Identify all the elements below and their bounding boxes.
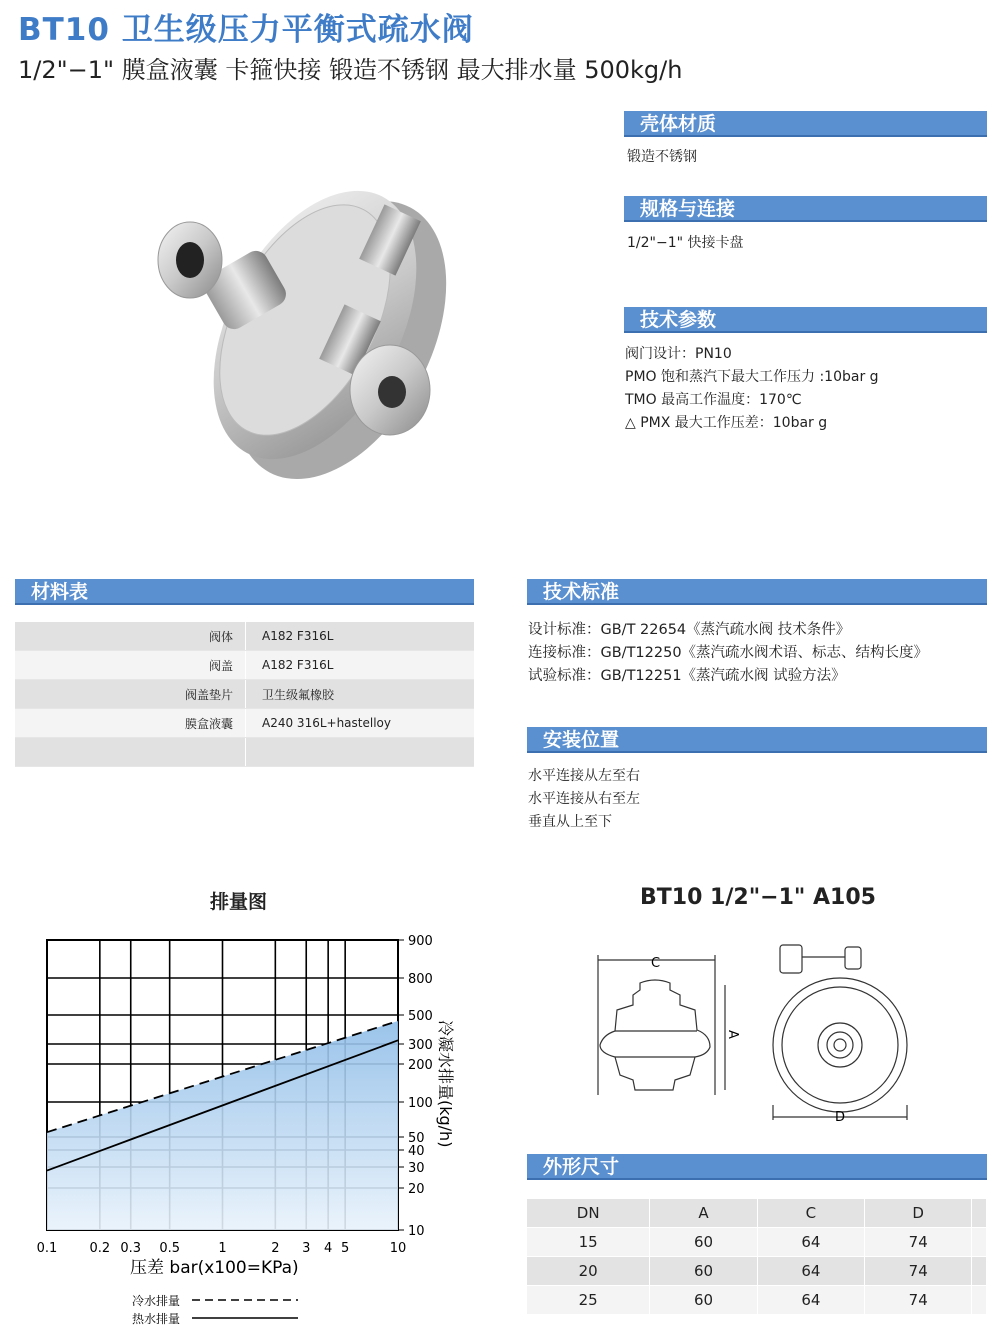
install-line: 水平连接从右至左 [528, 791, 640, 807]
table-row [527, 1286, 987, 1315]
x-tick-label: 4 [324, 1241, 333, 1256]
section-heading-body-material: 壳体材质 [624, 111, 987, 137]
size-connection-text: 1/2"−1" 快接卡盘 [627, 235, 744, 251]
section-heading-tech-params: 技术参数 [624, 307, 987, 333]
table-cell: 20 [527, 1257, 650, 1286]
tech-params-list [625, 343, 879, 435]
install-line: 水平连接从左至右 [528, 768, 640, 784]
tech-param-line: △ PMX 最大工作压差：10bar g [625, 415, 828, 431]
table-cell: 60 [650, 1228, 757, 1257]
table-cell: 74 [865, 1286, 972, 1315]
empty-cell [972, 1228, 987, 1257]
section-heading-materials: 材料表 [15, 579, 474, 605]
dimensions-table [527, 1199, 987, 1315]
dim-label-d: D [835, 1110, 846, 1125]
column-header: C [757, 1199, 864, 1228]
table-row [15, 622, 474, 651]
standard-line: 连接标准：GB/T12250《蒸汽疏水阀术语、标志、结构长度》 [528, 645, 929, 661]
section-heading-standards: 技术标准 [527, 579, 987, 605]
table-row [15, 709, 474, 738]
part-cell: 膜盒液囊 [15, 709, 246, 738]
x-tick-label: 0.3 [120, 1241, 142, 1256]
y-tick-label: 500 [408, 1009, 433, 1024]
part-cell: 阀盖 [15, 651, 246, 680]
column-header: DN [527, 1199, 650, 1228]
drawing-title: BT10 1/2"−1" A105 [640, 885, 876, 910]
table-row [15, 680, 474, 709]
section-heading-dimensions: 外形尺寸 [527, 1154, 987, 1180]
table-cell: 74 [865, 1257, 972, 1286]
standard-line: 试验标准：GB/T12251《蒸汽疏水阀 试验方法》 [528, 668, 846, 684]
y-tick-label: 100 [408, 1096, 433, 1111]
tech-param-line: 阀门设计：PN10 [625, 346, 732, 362]
table-row [15, 738, 474, 767]
y-tick-label: 30 [408, 1161, 425, 1176]
tech-param-line: PMO 饱和蒸汽下最大工作压力 :10bar g [625, 369, 879, 385]
part-cell: 阀体 [15, 622, 246, 651]
table-cell: 64 [757, 1228, 864, 1257]
y-tick-label: 800 [408, 972, 433, 987]
x-tick-label: 0.1 [36, 1241, 58, 1256]
standards-list [528, 619, 928, 688]
table-row [527, 1228, 987, 1257]
y-tick-label: 40 [408, 1144, 425, 1159]
install-line: 垂直从上至下 [528, 814, 612, 830]
dim-label-c: C [651, 956, 661, 971]
table-cell: 25 [527, 1286, 650, 1315]
x-tick-label: 10 [389, 1241, 407, 1256]
y-tick-label: 200 [408, 1058, 433, 1073]
y-axis-label: 冷凝水排量(kg/h) [436, 1020, 455, 1148]
y-tick-label: 300 [408, 1038, 433, 1053]
y-tick-label: 50 [408, 1131, 425, 1146]
legend-cold-label: 冷水排量 [132, 1294, 181, 1308]
page-subtitle: 1/2"−1" 膜盒液囊 卡箍快接 锻造不锈钢 最大排水量 500kg/h [18, 56, 683, 84]
x-tick-label: 5 [341, 1241, 350, 1256]
table-row [527, 1257, 987, 1286]
dim-label-a: A [725, 1030, 740, 1039]
empty-cell [972, 1199, 987, 1228]
page-title: BT10 卫生级压力平衡式疏水阀 [18, 12, 474, 48]
column-header: A [650, 1199, 757, 1228]
dimension-drawing [585, 935, 930, 1135]
table-cell: 15 [527, 1228, 650, 1257]
table-header-row [527, 1199, 987, 1228]
table-cell: 60 [650, 1286, 757, 1315]
x-tick-label: 3 [302, 1241, 311, 1256]
table-cell: 64 [757, 1257, 864, 1286]
column-header: D [865, 1199, 972, 1228]
material-cell: A182 F316L [246, 651, 475, 680]
x-axis-label: 压差 bar(x100=KPa) [130, 1258, 299, 1278]
table-cell: 74 [865, 1228, 972, 1257]
table-row [15, 651, 474, 680]
part-cell: 阀盖垫片 [15, 680, 246, 709]
section-heading-size-connection: 规格与连接 [624, 196, 987, 222]
x-tick-label: 0.2 [89, 1241, 111, 1256]
install-list [528, 765, 640, 834]
discharge-chart [0, 920, 490, 1340]
part-cell [15, 738, 246, 767]
body-material-text: 锻造不锈钢 [627, 149, 697, 165]
section-heading-install: 安装位置 [527, 727, 987, 753]
x-tick-label: 1 [218, 1241, 227, 1256]
y-tick-label: 10 [408, 1224, 425, 1239]
legend-hot-label: 热水排量 [132, 1312, 181, 1326]
table-cell: 64 [757, 1286, 864, 1315]
x-tick-label: 2 [271, 1241, 280, 1256]
material-cell [246, 738, 475, 767]
x-tick-label: 0.5 [159, 1241, 181, 1256]
standard-line: 设计标准：GB/T 22654《蒸汽疏水阀 技术条件》 [528, 622, 851, 638]
table-cell: 60 [650, 1257, 757, 1286]
empty-cell [972, 1286, 987, 1315]
material-cell: A240 316L+hastelloy [246, 709, 475, 738]
material-cell: A182 F316L [246, 622, 475, 651]
y-tick-label: 20 [408, 1182, 425, 1197]
materials-table [15, 622, 474, 767]
chart-title: 排量图 [210, 891, 268, 913]
y-tick-label: 900 [408, 934, 433, 949]
product-image [130, 150, 460, 490]
empty-cell [972, 1257, 987, 1286]
tech-param-line: TMO 最高工作温度：170℃ [625, 392, 802, 408]
material-cell: 卫生级氟橡胶 [246, 680, 475, 709]
